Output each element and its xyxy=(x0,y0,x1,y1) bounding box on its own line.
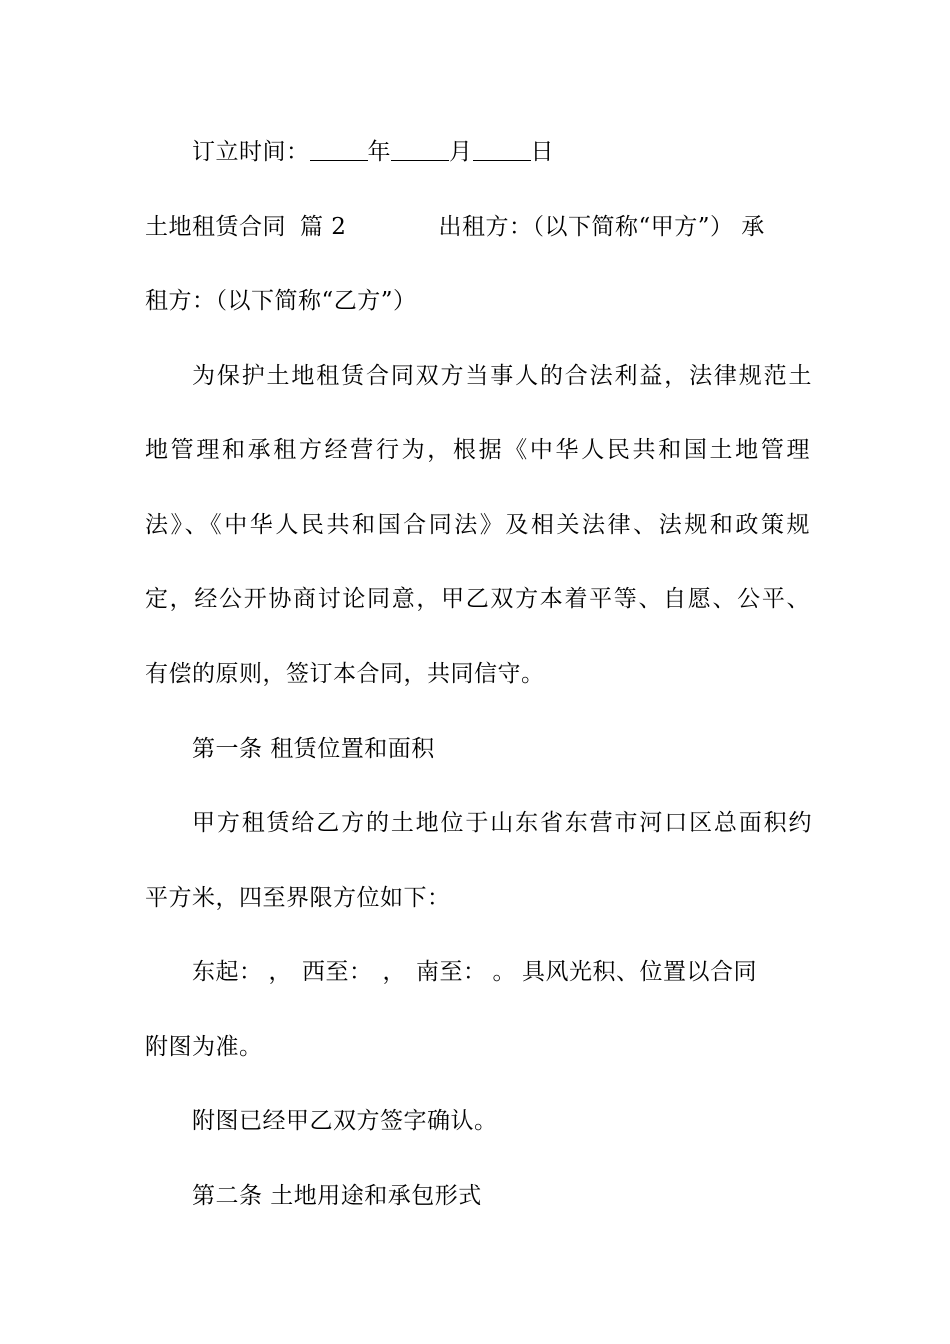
title-line xyxy=(145,211,810,243)
day-label: 日 xyxy=(530,139,554,165)
month-blank xyxy=(391,138,449,161)
boundaries-line xyxy=(192,956,812,988)
preamble-line-2: 地管理和承租方经营行为，根据《中华人民共和国土地管理 xyxy=(145,437,810,463)
article-1-title: 第一条 租赁位置和面积 xyxy=(192,736,435,762)
west-boundary-label: 西至： xyxy=(302,959,373,985)
article-1-body-line-1: 甲方租赁给乙方的土地位于山东省东营市河口区总面积约 xyxy=(192,810,812,836)
boundaries-tail-text: 具风光积、位置以合同 xyxy=(522,959,757,985)
map-confirmation-note: 附图已经甲乙双方签字确认。 xyxy=(192,1108,498,1134)
month-label: 月 xyxy=(449,139,473,165)
signing-date-line xyxy=(192,136,812,168)
preamble-line-1: 为保护土地租赁合同双方当事人的合法利益，法律规范土 xyxy=(192,363,812,389)
lessee-line: 租方：（以下简称“乙方”） xyxy=(145,288,417,314)
year-blank xyxy=(310,138,368,161)
article-2-title: 第二条 土地用途和承包形式 xyxy=(192,1183,482,1209)
south-boundary-label: 南至： xyxy=(416,959,487,985)
boundary-separator-2: ， xyxy=(382,959,406,985)
article-1-body-line-2: 平方米，四至界限方位如下： xyxy=(145,885,451,911)
part-number: 篇 2 xyxy=(300,214,347,240)
boundaries-continuation: 附图为准。 xyxy=(145,1034,263,1060)
signing-date-label: 订立时间： xyxy=(192,139,310,165)
east-boundary-label: 东起： xyxy=(192,959,263,985)
preamble-line-5: 有偿的原则，签订本合同，共同信守。 xyxy=(145,661,545,687)
boundary-separator-1: ， xyxy=(268,959,292,985)
contract-title: 土地租赁合同 xyxy=(145,214,286,240)
preamble-line-4: 定，经公开协商讨论同意，甲乙双方本着平等、自愿、公平、 xyxy=(145,586,810,612)
boundary-period: 。 xyxy=(492,959,516,985)
lessor-party: 出租方：（以下简称“甲方”） 承 xyxy=(438,214,765,240)
preamble-line-3: 法》、《中华人民共和国合同法》及相关法律、法规和政策规 xyxy=(145,512,810,538)
day-blank xyxy=(473,138,531,161)
year-label: 年 xyxy=(367,139,391,165)
